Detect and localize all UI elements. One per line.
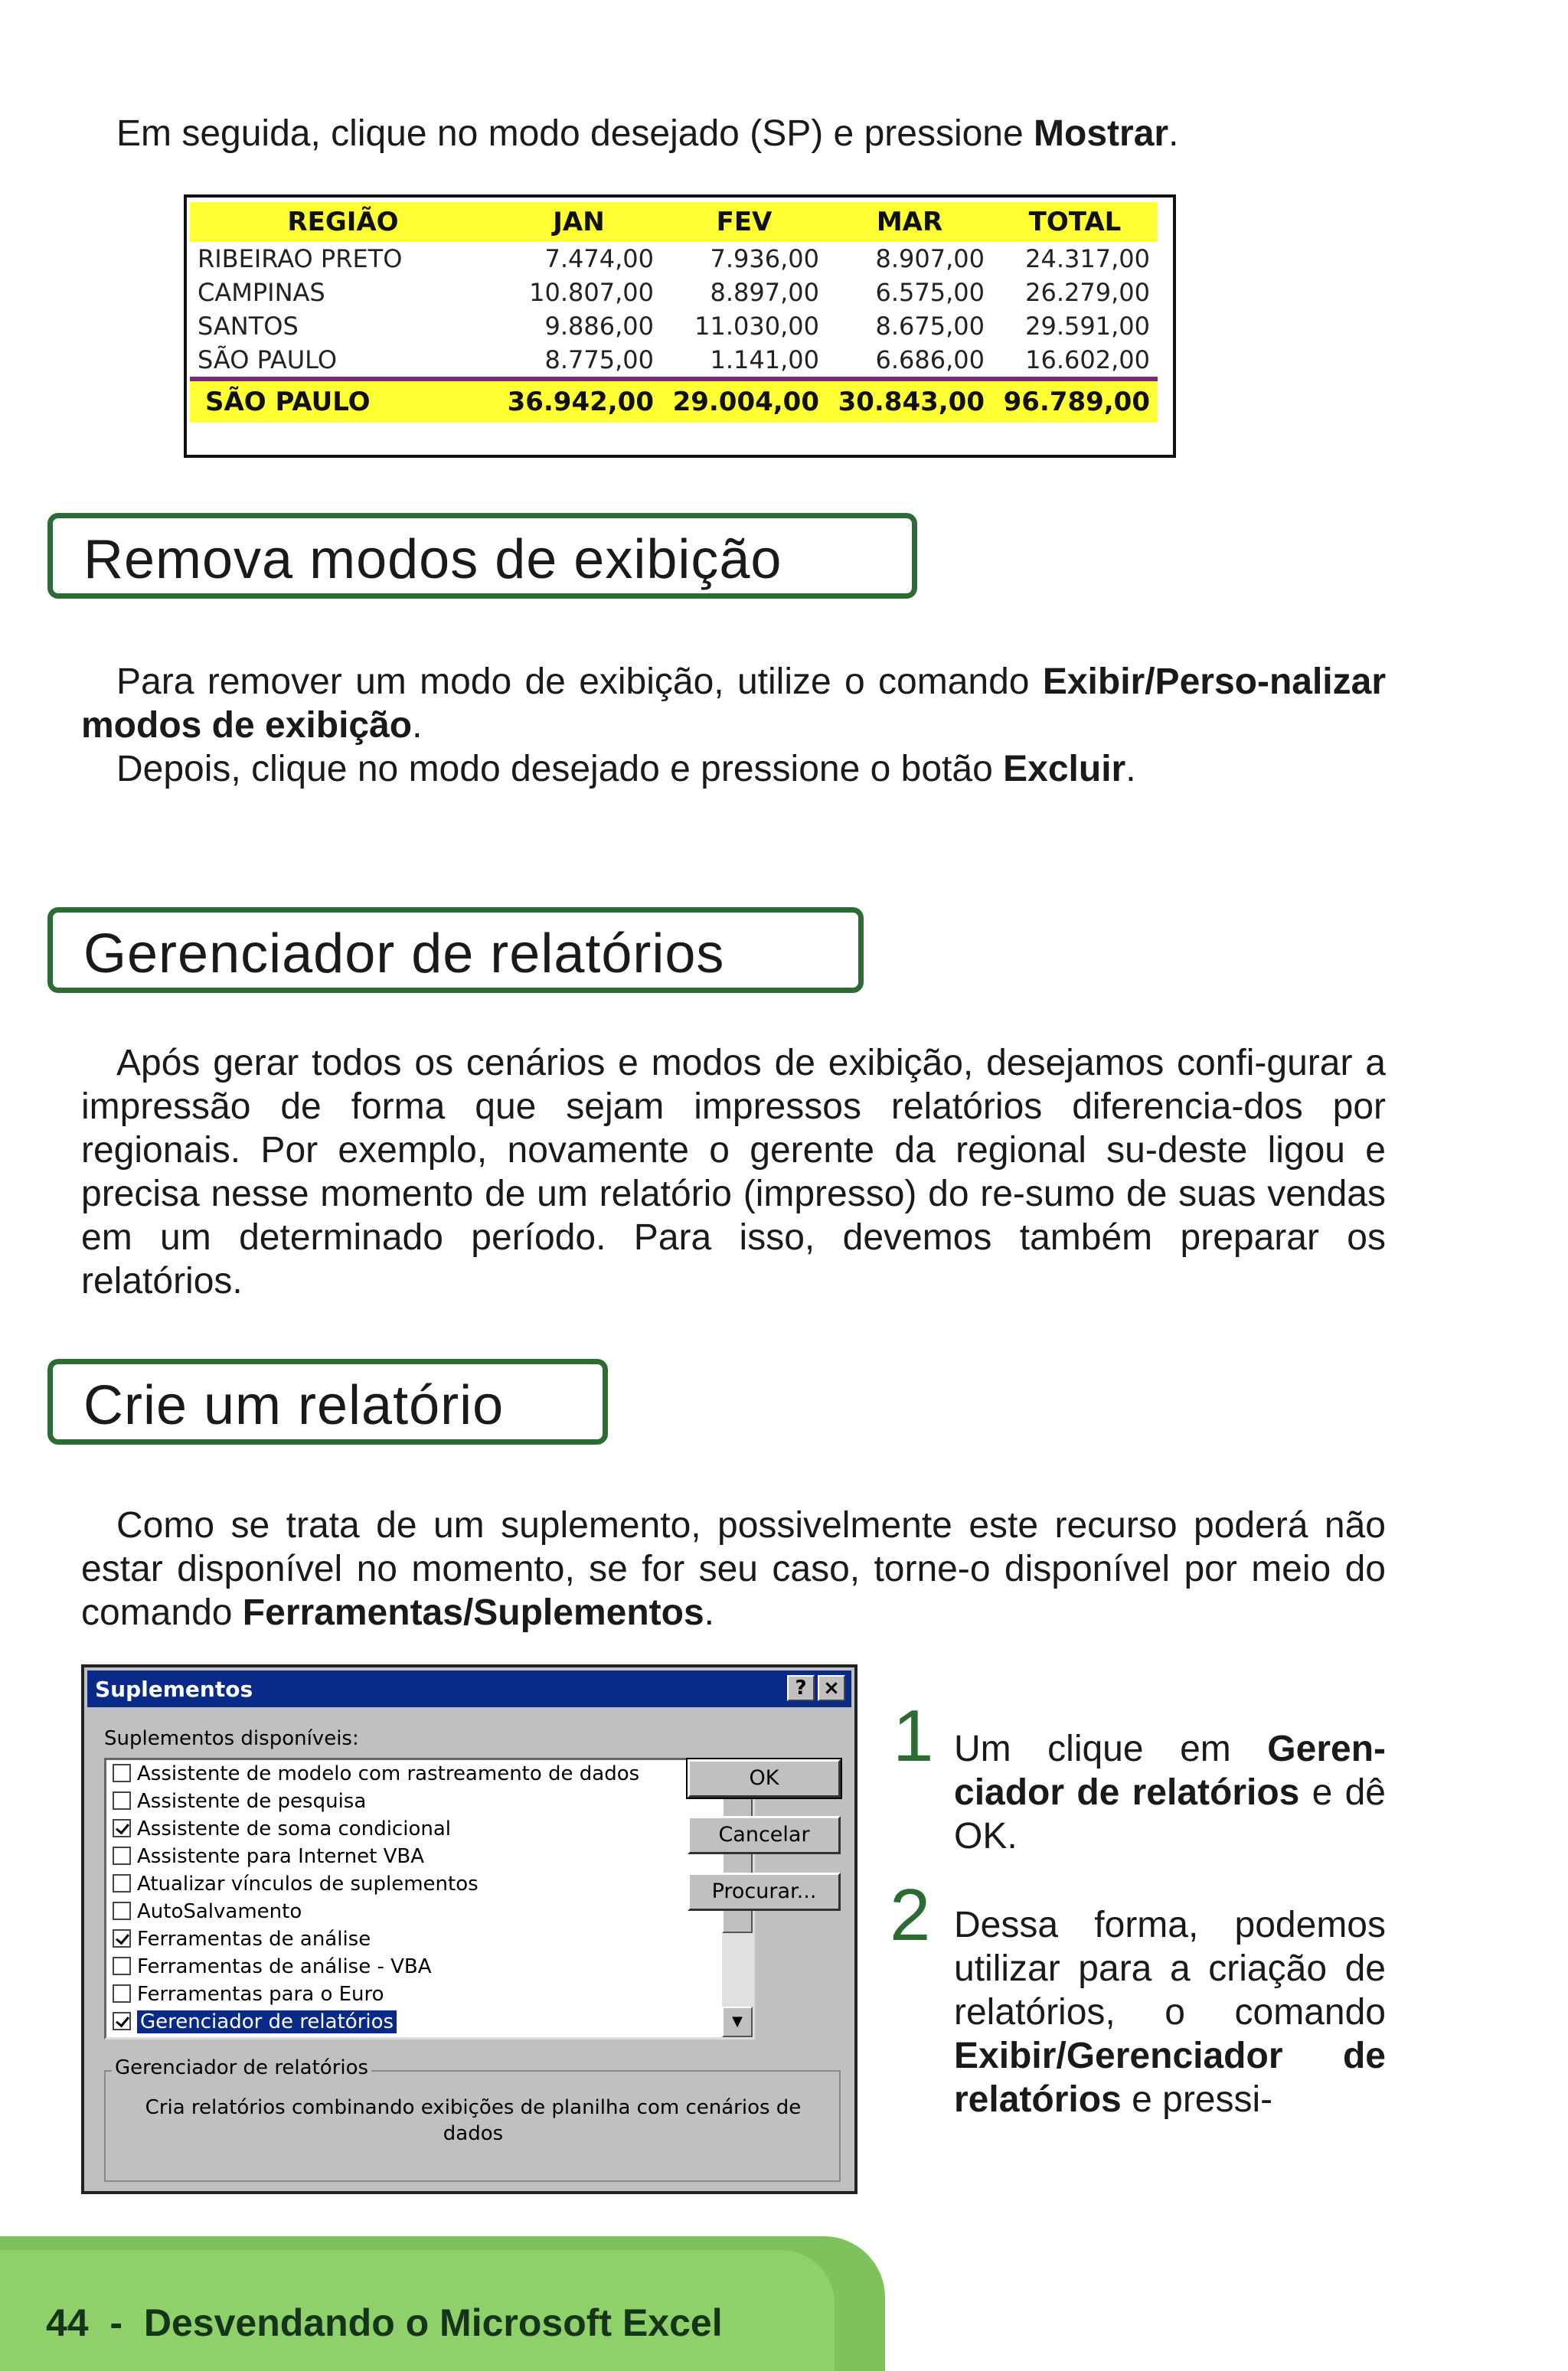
close-button[interactable]: × <box>818 1675 845 1701</box>
section2-paragraph: Após gerar todos os cenários e modos de exibição, desejamos confi-gurar a impressão de forma que sejam impressos relatórios diferencia-dos por regionais. Por exemplo, novamente o gerente da regional su-deste ligou e precisa nesse momento de um relatório (impresso) do re-sumo de suas vendas em um determinado período. Para isso, devemos também preparar os relatórios. <box>81 1043 1386 1301</box>
page-number: 44 <box>46 2301 89 2344</box>
checkbox-checked[interactable] <box>113 1819 131 1837</box>
list-item[interactable]: Ferramentas de análise <box>111 1925 639 1953</box>
step-number: 2 <box>890 1874 931 1956</box>
table-header-row <box>190 202 1158 242</box>
list-item[interactable]: Assistente de pesquisa <box>111 1788 639 1815</box>
list-item[interactable]: Assistente de modelo com rastreamento de dados <box>111 1760 639 1788</box>
command-text: Exibir/Perso-nalizar modos de exibição <box>81 661 1386 746</box>
list-item-selected[interactable]: Gerenciador de relatórios <box>111 2008 639 2036</box>
section-heading-box <box>47 1359 608 1445</box>
table-row <box>190 343 1158 379</box>
browse-button[interactable]: Procurar... <box>688 1873 841 1911</box>
total-value: 96.789,00 <box>992 379 1158 423</box>
cell-value: 6.686,00 <box>875 345 985 374</box>
list-item[interactable]: Assistente para Internet VBA <box>111 1843 639 1870</box>
ok-button[interactable]: OK <box>688 1759 841 1798</box>
addins-list-label: Suplementos disponíveis: <box>104 1727 359 1750</box>
addins-list[interactable] <box>104 1758 755 2040</box>
cell-value: 7.936,00 <box>710 244 819 273</box>
header-mar: MAR <box>827 202 992 242</box>
button-name-text: Excluir <box>1003 749 1126 789</box>
cell-value: 11.030,00 <box>694 312 819 341</box>
table-row <box>190 276 1158 309</box>
cell-value: 24.317,00 <box>1025 244 1150 273</box>
cell-value: 29.591,00 <box>1025 312 1150 341</box>
checkbox[interactable] <box>113 1957 131 1975</box>
cell-value: 9.886,00 <box>544 312 654 341</box>
header-regiao: REGIÃO <box>190 202 496 242</box>
header-jan: JAN <box>496 202 662 242</box>
total-region: SÃO PAULO <box>190 379 496 423</box>
sales-table <box>190 202 1158 423</box>
footer-bar <box>0 2236 885 2371</box>
help-button[interactable]: ? <box>787 1675 815 1701</box>
checkbox[interactable] <box>113 1902 131 1920</box>
total-value: 29.004,00 <box>662 379 827 423</box>
table-row <box>190 309 1158 343</box>
cell-value: 26.279,00 <box>1025 278 1150 307</box>
header-fev: FEV <box>662 202 827 242</box>
section1-paragraph: Para remover um modo de exibição, utilize o comando Exibir/Perso-nalizar modos de exibição. Depois, clique no modo desejado e pressione o botão Excluir. <box>81 661 1386 789</box>
section-title: Remova modos de exibição <box>83 529 782 590</box>
list-item[interactable]: AutoSalvamento <box>111 1898 639 1925</box>
checkbox[interactable] <box>113 1984 131 2003</box>
cell-region: CAMPINAS <box>198 278 325 307</box>
section-title: Gerenciador de relatórios <box>83 923 725 985</box>
step-text: Dessa forma, podemos utilizar para a criação de relatórios, o comando Exibir/Gerenciador de relatórios e pressi- <box>954 1905 1386 2120</box>
cell-value: 7.474,00 <box>544 244 654 273</box>
total-value: 36.942,00 <box>496 379 662 423</box>
checkbox-checked[interactable] <box>113 2012 131 2030</box>
section-heading-box <box>47 513 917 599</box>
cell-value: 8.775,00 <box>544 345 654 374</box>
checkbox[interactable] <box>113 1847 131 1865</box>
cell-value: 6.575,00 <box>875 278 985 307</box>
description-group <box>104 2056 841 2182</box>
section-heading-box <box>47 907 864 993</box>
cell-region: SANTOS <box>198 312 299 341</box>
scroll-down-icon[interactable]: ▼ <box>722 2007 753 2037</box>
list-item[interactable]: Atualizar vínculos de suplementos <box>111 1870 639 1898</box>
group-label: Gerenciador de relatórios <box>112 2056 371 2079</box>
list-item[interactable]: Assistente de soma condicional <box>111 1815 639 1843</box>
addins-dialog <box>81 1664 858 2194</box>
cell-value: 1.141,00 <box>710 345 819 374</box>
list-item[interactable]: Ferramentas para o Euro <box>111 1981 639 2008</box>
cell-region: RIBEIRAO PRETO <box>198 244 403 273</box>
scroll-thumb[interactable] <box>722 1791 753 1933</box>
step-text: Um clique em Geren-ciador de relatórios e dê OK. <box>954 1729 1386 1857</box>
cell-region: SÃO PAULO <box>198 345 338 374</box>
table-total-row <box>190 379 1158 423</box>
table-row <box>190 242 1158 276</box>
intro-text: Em seguida, clique no modo desejado (SP) e pressione Mostrar. <box>116 113 1179 154</box>
cancel-button[interactable]: Cancelar <box>688 1816 841 1854</box>
cell-value: 16.602,00 <box>1025 345 1150 374</box>
list-item[interactable]: Ferramentas de análise - VBA <box>111 1953 639 1981</box>
cell-value: 8.907,00 <box>875 244 985 273</box>
group-description: Cria relatórios combinando exibições de planilha com cenários de dados <box>145 2096 802 2145</box>
command-text: Ferramentas/Suplementos <box>242 1592 704 1633</box>
step-number: 1 <box>893 1695 934 1777</box>
spreadsheet-image <box>184 194 1176 458</box>
dialog-title: Suplementos <box>95 1677 253 1702</box>
book-title: Desvendando o Microsoft Excel <box>143 2301 723 2344</box>
section-title: Crie um relatório <box>83 1375 505 1436</box>
intro-bold: Mostrar <box>1034 113 1169 154</box>
checkbox[interactable] <box>113 1764 131 1782</box>
dialog-title-bar <box>87 1670 851 1707</box>
footer-text: 44 - Desvendando o Microsoft Excel <box>46 2301 723 2344</box>
checkbox[interactable] <box>113 1791 131 1810</box>
checkbox[interactable] <box>113 1874 131 1893</box>
header-total: TOTAL <box>992 202 1158 242</box>
total-value: 30.843,00 <box>827 379 992 423</box>
checkbox-checked[interactable] <box>113 1929 131 1948</box>
cell-value: 8.897,00 <box>710 278 819 307</box>
cell-value: 8.675,00 <box>875 312 985 341</box>
cell-value: 10.807,00 <box>529 278 654 307</box>
section3-paragraph: Como se trata de um suplemento, possivelmente este recurso poderá não estar disponível no momento, se for seu caso, torne-o disponível por meio do comando Ferramentas/Suplementos. <box>81 1505 1386 1633</box>
